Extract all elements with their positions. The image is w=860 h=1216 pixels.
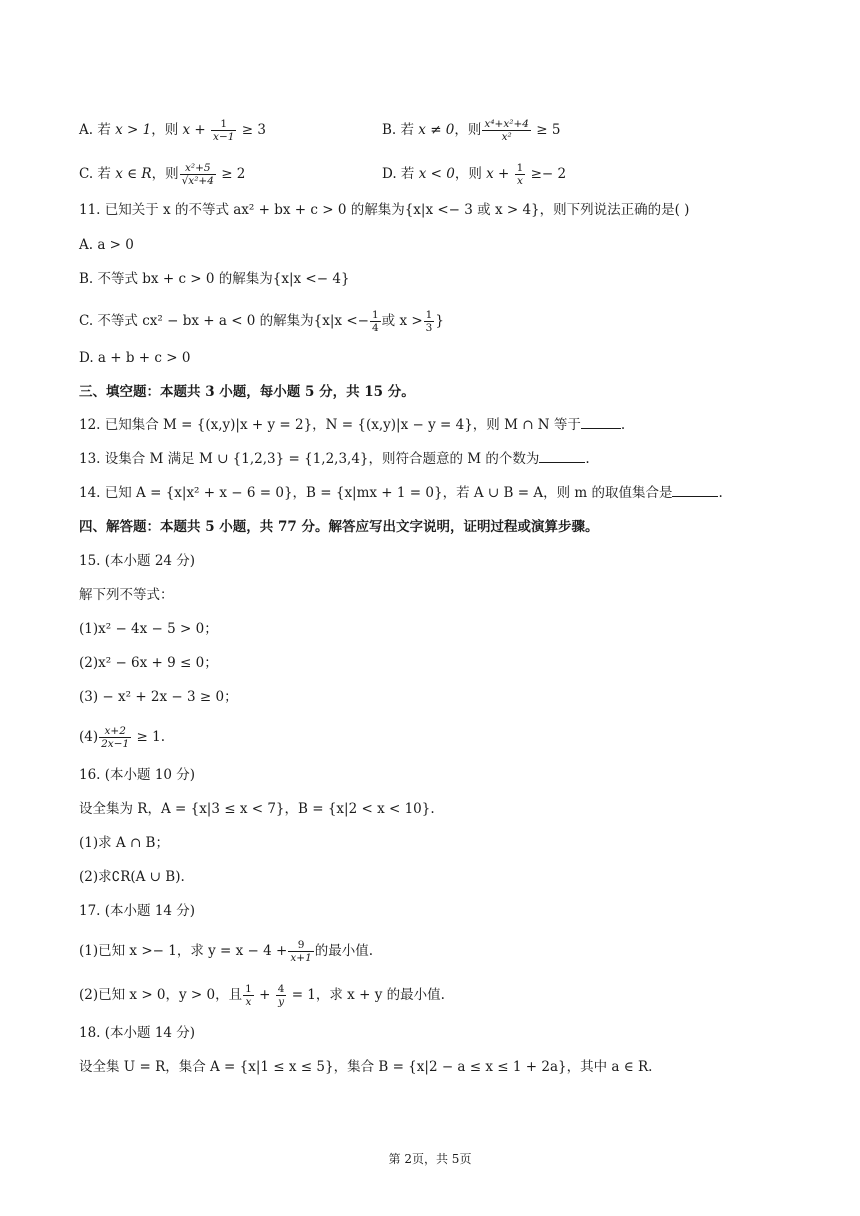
q10-option-a: A. 若 x > 1，则 x + $\frac{1}{x-1}$ ≥ 3 [79, 118, 266, 143]
q12: 12. 已知集合 M = {(x,y)|x + y = 2}，N = {(x,y)|x − y = 4}，则 M ∩ N 等于 . [79, 417, 626, 433]
q11-stem: 11. 已知关于 x 的不等式 ax² + bx + c > 0 的解集为{x|x <− 3 或 x > 4}，则下列说法正确的是( ) [79, 202, 690, 218]
section4-heading: 四、解答题：本题共 5 小题，共 77 分。解答应写出文字说明，证明过程或演算步骤。 [79, 519, 599, 535]
q10-option-c: C. 若 x ∈ R，则 $\frac{\text{x²+5}}{\text{√x²+4}}$ ≥ 2 [79, 162, 246, 187]
q18-title: 18. (本小题 14 分) [79, 1025, 196, 1041]
answer-blank [581, 416, 621, 429]
q17-part2: (2)已知 x > 0，y > 0，且 $\frac{1}{x}$ + $\frac{4}{y}$ = 1，求 x + y 的最小值. [79, 983, 445, 1008]
q11-option-b: B. 不等式 bx + c > 0 的解集为{x|x <− 4} [79, 271, 350, 287]
q14: 14. 已知 A = {x|x² + x − 6 = 0}，B = {x|mx + 1 = 0}，若 A ∪ B = A，则 m 的取值集合是 . [79, 485, 723, 501]
page-footer: 第 2页，共 5页 [388, 1152, 472, 1166]
q15-intro: 解下列不等式： [79, 587, 174, 603]
fraction: $\frac{4}{y}$ [277, 983, 285, 1008]
fraction: $\frac{\text{x⁴+x²+4}}{\text{x²}}$ [484, 118, 529, 143]
q11-option-a: A. a > 0 [79, 237, 134, 253]
q11-option-c: C. 不等式 cx² − bx + a < 0 的解集为{x|x <− $\frac{1}{4}$ 或 x > $\frac{1}{3}$ } [79, 309, 444, 334]
answer-blank [539, 450, 585, 463]
fraction: $\frac{1}{4}$ [371, 309, 379, 334]
q15-part1: (1)x² − 4x − 5 > 0； [79, 621, 218, 637]
fraction: $\frac{1}{x-1}$ [213, 118, 235, 143]
fraction: $\frac{1}{x}$ [245, 983, 252, 1008]
q10-option-b: B. 若 x ≠ 0，则 $\frac{\text{x⁴+x²+4}}{\text{x²}}$ ≥ 5 [382, 118, 561, 143]
fraction: $\frac{x+2}{2x-1}$ [101, 725, 130, 750]
q15-part2: (2)x² − 6x + 9 ≤ 0； [79, 655, 218, 671]
q10-option-d: D. 若 x < 0，则 x + $\frac{1}{x}$ ≥− 2 [382, 162, 567, 187]
q18-intro: 设全集 U = R，集合 A = {x|1 ≤ x ≤ 5}，集合 B = {x|2 − a ≤ x ≤ 1 + 2a}，其中 a ∈ R. [79, 1059, 653, 1075]
fraction: $\frac{1}{3}$ [425, 309, 433, 334]
q16-title: 16. (本小题 10 分) [79, 767, 196, 783]
fraction: $\frac{9}{x+1}$ [290, 939, 312, 964]
q15-title: 15. (本小题 24 分) [79, 553, 196, 569]
q16-intro: 设全集为 R，A = {x|3 ≤ x < 7}，B = {x|2 < x < 10}. [79, 801, 435, 817]
q16-part1: (1)求 A ∩ B； [79, 835, 169, 851]
q13: 13. 设集合 M 满足 M ∪ {1,2,3} = {1,2,3,4}，则符合题意的 M 的个数为 . [79, 451, 590, 467]
section3-heading: 三、填空题：本题共 3 小题，每小题 5 分，共 15 分。 [79, 384, 415, 400]
q16-part2: (2)求∁R(A ∪ B). [79, 869, 185, 885]
fraction: $\frac{1}{x}$ [516, 162, 524, 187]
q17-part1: (1)已知 x >− 1，求 y = x − 4 + $\frac{9}{x+1}$ 的最小值. [79, 939, 374, 964]
q15-part4: (4) $\frac{x+2}{2x-1}$ ≥ 1. [79, 725, 165, 750]
fraction: $\frac{\text{x²+5}}{\text{√x²+4}}$ [181, 162, 214, 187]
q17-title: 17. (本小题 14 分) [79, 903, 196, 919]
q11-option-d: D. a + b + c > 0 [79, 350, 191, 366]
q15-part3: (3) − x² + 2x − 3 ≥ 0； [79, 689, 238, 705]
answer-blank [672, 484, 718, 497]
